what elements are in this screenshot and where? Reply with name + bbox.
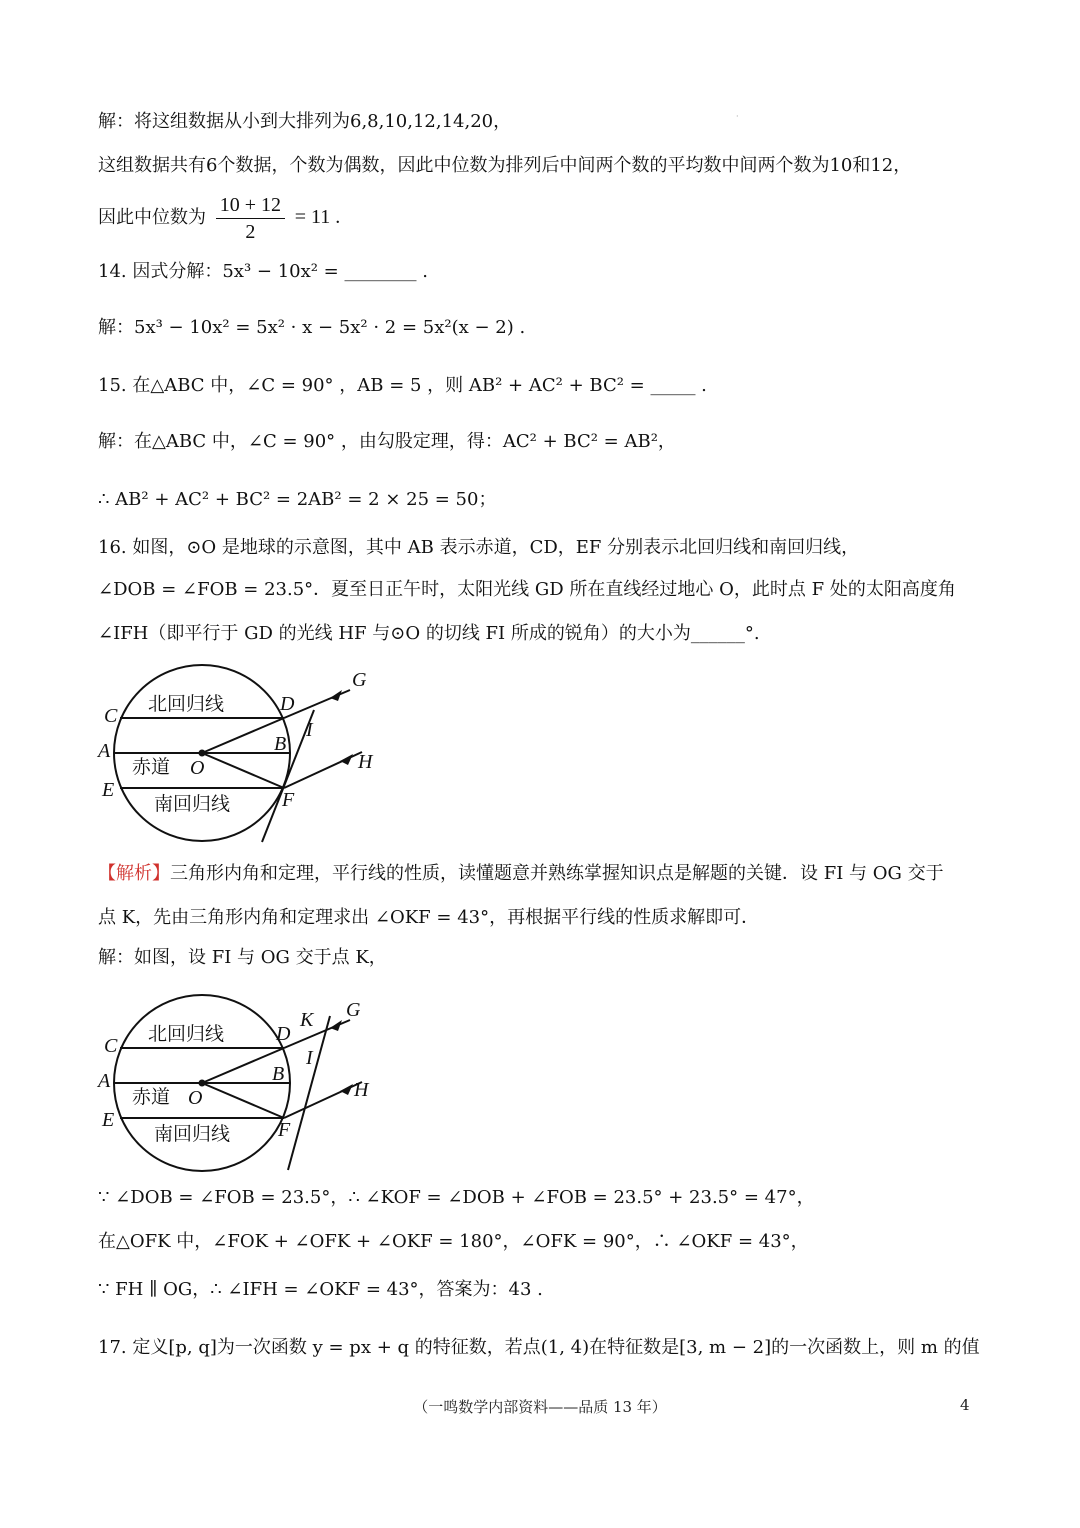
label-f: F — [282, 789, 295, 811]
label-k: K — [300, 1009, 314, 1031]
label-a: A — [98, 1070, 111, 1092]
label-b: B — [272, 1063, 285, 1085]
arrow-gd-icon — [330, 690, 342, 701]
label-north: 北回归线 — [148, 1023, 225, 1045]
arrow-hf-icon — [340, 1084, 353, 1095]
q17-question: 17. 定义[p, q]为一次函数 y = px + q 的特征数，若点(1, 4)在特征数是[3, m − 2]的一次函数上，则 m 的值 — [98, 1337, 980, 1358]
analysis-text-1: 三角形内角和定理，平行线的性质，读懂题意并熟练掌握知识点是解题的关键．设 FI 与 OG 交于 — [170, 863, 944, 884]
label-e: E — [102, 1109, 115, 1131]
label-equator: 赤道 — [132, 756, 171, 778]
center-dot — [199, 750, 206, 757]
earth-diagram-solution — [94, 990, 394, 1176]
label-h: H — [358, 751, 373, 773]
q15-solution-line-1: 解：在△ABC 中，∠C = 90° ，由勾股定理，得：AC² + BC² = AB²， — [98, 431, 676, 452]
label-b: B — [274, 733, 287, 755]
label-o: O — [190, 757, 205, 779]
arrow-gd-icon — [330, 1020, 342, 1031]
label-f: F — [278, 1119, 291, 1141]
label-north: 北回归线 — [148, 693, 225, 715]
q16-question-line-2: ∠DOB = ∠FOB = 23.5°．夏至日正午时，太阳光线 GD 所在直线经过地心 O，此时点 F 处的太阳高度角 — [98, 579, 956, 600]
q16-solution-line-2: 在△OFK 中，∠FOK + ∠OFK + ∠OKF = 180°，∠OFK = 90°，∴ ∠OKF = 43°， — [98, 1231, 809, 1252]
label-e: E — [102, 779, 115, 801]
q15-solution-line-2: ∴ AB² + AC² + BC² = 2AB² = 2 × 25 = 50； — [98, 489, 497, 510]
page-footer: （一鸣数学内部资料——品质 13 年） — [413, 1398, 667, 1416]
tangent-fi — [288, 1016, 330, 1170]
label-south: 南回归线 — [154, 793, 231, 815]
fraction-denominator: 2 — [245, 220, 256, 243]
label-g: G — [352, 669, 367, 691]
label-south: 南回归线 — [154, 1123, 231, 1145]
label-a: A — [98, 740, 111, 762]
fraction-numerator: 10 + 12 — [216, 192, 285, 219]
label-c: C — [104, 1035, 118, 1057]
earth-diagram-question — [94, 660, 394, 846]
label-o: O — [188, 1087, 203, 1109]
label-h: H — [354, 1079, 369, 1101]
q16-question-line-1: 16. 如图，⊙O 是地球的示意图，其中 AB 表示赤道，CD，EF 分别表示北回归线和南回归线， — [98, 537, 860, 558]
label-c: C — [104, 705, 118, 727]
page-number: 4 — [960, 1396, 970, 1414]
ray-od — [202, 718, 287, 755]
q13-solution-line-2: 这组数据共有6个数据，个数为偶数，因此中位数为排列后中间两个数的平均数中间两个数为10和12， — [98, 155, 912, 176]
q16-question-line-3: ∠IFH（即平行于 GD 的光线 HF 与⊙O 的切线 FI 所成的锐角）的大小为______°. — [98, 623, 760, 644]
label-d: D — [280, 693, 295, 715]
arrow-hf-icon — [340, 754, 353, 765]
analysis-tag: 【解析】 — [98, 863, 170, 884]
q14-solution: 解：5x³ − 10x² = 5x² · x − 5x² · 2 = 5x²(x − 2) . — [98, 317, 526, 338]
q14-question: 14. 因式分解：5x³ − 10x² = ________ . — [98, 261, 428, 282]
q16-analysis-line-1 — [98, 860, 944, 888]
q16-solution-line-3: ∵ FH ∥ OG，∴ ∠IFH = ∠OKF = 43°，答案为：43 . — [98, 1279, 543, 1300]
label-g: G — [346, 999, 361, 1021]
label-equator: 赤道 — [132, 1086, 171, 1108]
ray-of — [202, 753, 284, 788]
center-dot — [199, 1080, 206, 1087]
label-i: I — [306, 719, 313, 741]
q16-solution-intro: 解：如图，设 FI 与 OG 交于点 K， — [98, 947, 387, 968]
q16-solution-line-1: ∵ ∠DOB = ∠FOB = 23.5°，∴ ∠KOF = ∠DOB + ∠FOB = 23.5° + 23.5° = 47°， — [98, 1187, 815, 1208]
median-fraction — [216, 192, 285, 245]
q15-question: 15. 在△ABC 中，∠C = 90° ，AB = 5 ，则 AB² + AC² + BC² = _____ . — [98, 375, 707, 396]
q13-result: = 11 . — [294, 206, 341, 228]
ray-of — [202, 1083, 284, 1118]
speck: · — [736, 112, 739, 121]
q13-solution-line-3 — [98, 190, 340, 245]
q16-analysis-line-2: 点 K，先由三角形内角和定理求出 ∠OKF = 43°，再根据平行线的性质求解即可． — [98, 907, 760, 928]
label-d: D — [276, 1023, 291, 1045]
q13-solution-line-1: 解：将这组数据从小到大排列为6,8,10,12,14,20， — [98, 111, 512, 132]
label-i: I — [306, 1047, 313, 1069]
q13-conclusion-prefix: 因此中位数为 — [98, 207, 206, 228]
